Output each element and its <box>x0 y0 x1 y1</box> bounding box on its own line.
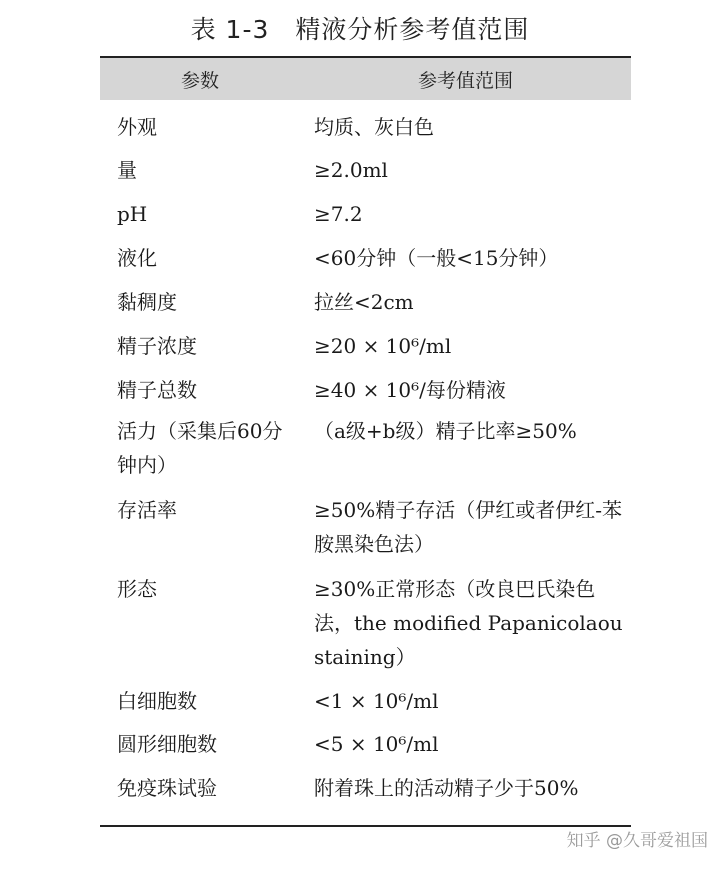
row-parameter: pH <box>117 202 148 226</box>
row-parameter: 液化 <box>117 246 157 270</box>
reference-table <box>100 56 631 800</box>
table-bottom-rule <box>100 825 631 827</box>
row-value: 拉丝<2cm <box>314 290 414 314</box>
row-parameter: 外观 <box>117 115 157 139</box>
header-reference-range: 参考值范围 <box>417 69 513 92</box>
row-value: <60分钟（一般<15分钟） <box>314 246 559 270</box>
row-value: <1 × 10⁶/ml <box>314 689 439 713</box>
table-header <box>100 58 631 100</box>
row-parameter: 精子总数 <box>117 378 197 402</box>
row-value: ≥20 × 10⁶/ml <box>314 334 452 358</box>
header-parameter: 参数 <box>180 69 219 92</box>
row-parameter: 黏稠度 <box>117 290 177 314</box>
row-value: ≥7.2 <box>314 202 363 226</box>
row-parameter: 白细胞数 <box>117 689 197 713</box>
table-title: 精液分析参考值范围 <box>295 15 530 44</box>
row-value: ≥50%精子存活（伊红或者伊红-苯胺黑染色法） <box>314 498 622 556</box>
row-parameter: 免疫珠试验 <box>117 776 217 800</box>
row-parameter: 精子浓度 <box>117 334 197 358</box>
watermark: 知乎 @久哥爱祖国 <box>566 831 708 851</box>
row-parameter: 活力（采集后60分钟内） <box>117 419 283 477</box>
row-parameter: 存活率 <box>117 498 177 522</box>
row-value: ≥2.0ml <box>314 158 388 182</box>
row-value: 附着珠上的活动精子少于50% <box>314 776 579 800</box>
row-value: ≥40 × 10⁶/每份精液 <box>314 378 506 402</box>
row-value: （a级+b级）精子比率≥50% <box>314 419 577 443</box>
row-parameter: 量 <box>117 158 137 182</box>
row-value: ≥30%正常形态（改良巴氏染色法，the modified Papanicolaou staining） <box>314 577 623 669</box>
table-caption <box>0 10 720 46</box>
table-number: 表 1-3 <box>190 15 270 44</box>
row-value: <5 × 10⁶/ml <box>314 732 439 756</box>
row-parameter: 圆形细胞数 <box>117 732 217 756</box>
row-value: 均质、灰白色 <box>314 115 434 139</box>
row-parameter: 形态 <box>117 577 157 601</box>
